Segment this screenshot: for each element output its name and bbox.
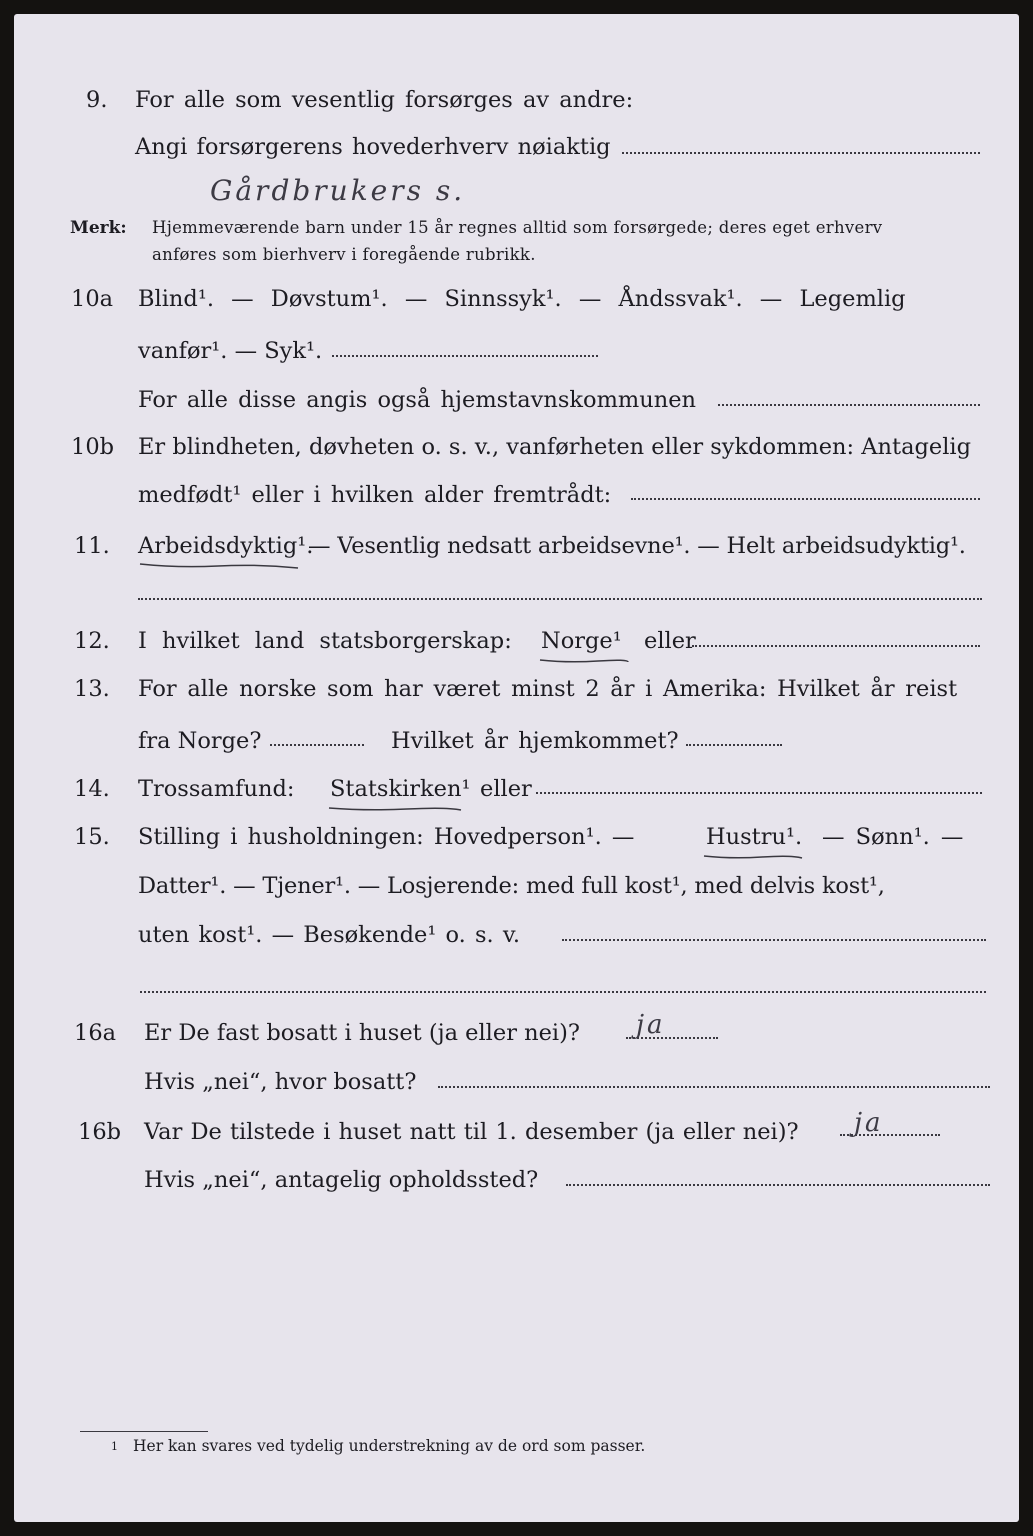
q15-underline-mark (702, 850, 804, 862)
q13-line1: For alle norske som har været minst 2 år i Amerika: Hvilket år reist (138, 676, 958, 702)
q12-underline-mark (538, 654, 630, 666)
q12-number: 12. (74, 628, 110, 654)
q9-answer-line[interactable] (622, 152, 980, 154)
q10b-line1: Er blindheten, døvheten o. s. v., vanførheten eller sykdommen: Antagelig (138, 434, 971, 460)
footnote-text: Her kan svares ved tydelig understrekning av de ord som passer. (133, 1437, 646, 1455)
q15-line3: uten kost¹. — Besøkende¹ o. s. v. (138, 922, 521, 948)
q13-line2b: Hvilket år hjemkommet? (391, 728, 679, 754)
q11-option-arbeidsdyktig[interactable]: Arbeidsdyktig¹. (138, 533, 314, 559)
q15-extra-answer-line[interactable] (140, 991, 986, 993)
q11-underline-mark (138, 558, 302, 572)
q16b-handwritten-answer: ja (854, 1108, 884, 1138)
q14-pre: Trossamfund: (138, 776, 295, 802)
q16a-number: 16a (74, 1020, 117, 1046)
q10a-line3: For alle disse angis også hjemstavnskommunen (138, 387, 697, 413)
census-form-page (14, 14, 1019, 1522)
footnote-rule (80, 1431, 208, 1432)
q13-departure-answer-line[interactable] (270, 744, 364, 746)
q16a-handwritten-answer: ja (636, 1010, 666, 1040)
q16b-line1: Var De tilstede i huset natt til 1. desember (ja eller nei)? (144, 1119, 799, 1145)
q9-line1: For alle som vesentlig forsørges av andre: (135, 87, 634, 113)
q14-number: 14. (74, 776, 110, 802)
q16b-line2: Hvis „nei“, antagelig opholdssted? (144, 1167, 539, 1193)
q10a-syk-answer-line[interactable] (332, 355, 598, 357)
q15-number: 15. (74, 824, 110, 850)
q12-answer-line[interactable] (692, 645, 980, 647)
q10b-line2: medfødt¹ eller i hvilken alder fremtrådt: (138, 482, 612, 508)
q9-line2: Angi forsørgerens hovederhverv nøiaktig (135, 134, 611, 160)
q14-post: eller (480, 776, 532, 802)
q16b-number: 16b (78, 1119, 122, 1145)
q10a-line1: Blind¹. — Døvstum¹. — Sinnssyk¹. — Åndssvak¹. — Legemlig (138, 286, 906, 312)
q15-line2: Datter¹. — Tjener¹. — Losjerende: med full kost¹, med delvis kost¹, (138, 873, 885, 899)
q15-option-hustru[interactable]: Hustru¹. (706, 824, 803, 850)
q10a-hometown-answer-line[interactable] (718, 404, 980, 406)
q10a-line2: vanfør¹. — Syk¹. (138, 338, 323, 364)
q14-underline-mark (327, 802, 463, 814)
q15-line1c: — Sønn¹. — (822, 824, 964, 850)
q16a-line1: Er De fast bosatt i huset (ja eller nei)? (144, 1020, 580, 1046)
q9-handwritten-answer: Gårdbrukers s. (210, 174, 466, 207)
q13-line2a: fra Norge? (138, 728, 262, 754)
merk-line1: Hjemmeværende barn under 15 år regnes alltid som forsørgede; deres eget erhverv (152, 218, 883, 237)
q11-answer-line[interactable] (138, 598, 982, 600)
footnote-marker: 1 (111, 1440, 118, 1453)
q10a-number: 10a (71, 286, 114, 312)
q16a-line2: Hvis „nei“, hvor bosatt? (144, 1069, 417, 1095)
q13-return-answer-line[interactable] (686, 744, 782, 746)
q13-number: 13. (74, 676, 110, 702)
q14-answer-line[interactable] (536, 792, 982, 794)
q9-number: 9. (86, 87, 108, 113)
q11-rest: — Vesentlig nedsatt arbeidsevne¹. — Helt arbeidsudyktig¹. (308, 533, 966, 559)
q15-answer-line[interactable] (562, 939, 986, 941)
q12-option-norge[interactable]: Norge¹ (541, 628, 622, 654)
q11-number: 11. (74, 533, 110, 559)
q16a-residence-answer-line[interactable] (438, 1086, 990, 1088)
q10b-number: 10b (71, 434, 115, 460)
merk-label: Merk: (70, 218, 127, 238)
merk-line2: anføres som bierhverv i foregående rubrikk. (152, 245, 536, 264)
q10b-answer-line[interactable] (631, 498, 980, 500)
q15-line1a: Stilling i husholdningen: Hovedperson¹. — (138, 824, 635, 850)
q14-option-statskirken[interactable]: Statskirken¹ (330, 776, 471, 802)
q16b-stay-answer-line[interactable] (566, 1184, 990, 1186)
q12-post: eller (644, 628, 696, 654)
q12-pre: I hvilket land statsborgerskap: (138, 628, 512, 654)
